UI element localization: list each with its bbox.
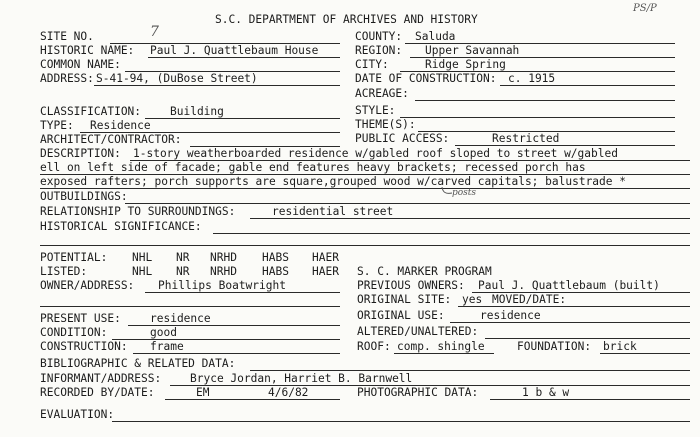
historical-significance-line-2 bbox=[40, 245, 690, 246]
region-label: REGION: bbox=[355, 44, 403, 57]
listed-habs: HABS bbox=[262, 265, 289, 278]
relationship-label: RELATIONSHIP TO SURROUNDINGS: bbox=[40, 205, 236, 218]
department-title: S.C. DEPARTMENT OF ARCHIVES AND HISTORY bbox=[215, 13, 478, 26]
roof-label: ROOF: bbox=[357, 340, 391, 353]
construction-underline bbox=[133, 353, 340, 354]
construction-value: frame bbox=[150, 340, 184, 353]
date-of-construction-value: c. 1915 bbox=[508, 72, 556, 85]
classification-label: CLASSIFICATION: bbox=[40, 105, 142, 118]
owner-underline bbox=[145, 292, 340, 293]
bibliographic-underline bbox=[250, 370, 690, 371]
owner-line-2 bbox=[40, 306, 340, 307]
listed-nr: NR bbox=[176, 265, 190, 278]
evaluation-underline bbox=[112, 421, 690, 422]
construction-label: CONSTRUCTION: bbox=[40, 340, 128, 353]
recorded-by-underline bbox=[165, 399, 340, 400]
owner-label: OWNER/ADDRESS: bbox=[40, 279, 135, 292]
recorded-date-value: 4/6/82 bbox=[268, 386, 309, 399]
potential-haer: HAER bbox=[312, 251, 339, 264]
previous-owners-value: Paul J. Quattlebaum (built) bbox=[478, 279, 660, 292]
original-site-underline bbox=[458, 306, 690, 307]
original-use-value: residence bbox=[480, 309, 541, 322]
bibliographic-label: BIBLIOGRAPHIC & RELATED DATA: bbox=[40, 357, 236, 370]
roof-value: comp. shingle bbox=[397, 340, 485, 353]
historical-significance-label: HISTORICAL SIGNIFICANCE: bbox=[40, 220, 202, 233]
historic-name-underline bbox=[148, 57, 340, 58]
description-line-2: ell on left side of facade; gable end features heavy brackets; recessed porch has bbox=[40, 161, 586, 174]
public-access-label: PUBLIC ACCESS: bbox=[355, 132, 450, 145]
classification-underline bbox=[145, 118, 340, 119]
evaluation-label: EVALUATION: bbox=[40, 408, 115, 421]
potential-label: POTENTIAL: bbox=[40, 251, 108, 264]
potential-nhl: NHL bbox=[132, 251, 153, 264]
photographic-label: PHOTOGRAPHIC DATA: bbox=[357, 386, 479, 399]
corner-note: PS/P bbox=[633, 3, 657, 14]
potential-nr: NR bbox=[176, 251, 190, 264]
common-name-label: COMMON NAME: bbox=[40, 58, 121, 71]
recorded-by-label: RECORDED BY/DATE: bbox=[40, 386, 155, 399]
present-use-label: PRESENT USE: bbox=[40, 312, 121, 325]
description-label: DESCRIPTION: bbox=[40, 147, 121, 160]
photographic-underline bbox=[490, 399, 690, 400]
acreage-underline bbox=[415, 100, 675, 101]
original-use-underline bbox=[450, 322, 690, 323]
listed-haer: HAER bbox=[312, 265, 339, 278]
informant-label: INFORMANT/ADDRESS: bbox=[40, 372, 162, 385]
architect-label: ARCHITECT/CONTRACTOR: bbox=[40, 133, 182, 146]
potential-nrhd: NRHD bbox=[210, 251, 237, 264]
site-no-value: 7 bbox=[150, 24, 159, 40]
owner-value: Phillips Boatwright bbox=[158, 279, 286, 292]
public-access-underline bbox=[455, 145, 675, 146]
date-of-construction-underline bbox=[500, 85, 675, 86]
informant-value: Bryce Jordan, Harriet B. Barnwell bbox=[190, 372, 413, 385]
description-insert-note: posts bbox=[452, 188, 477, 198]
style-label: STYLE: bbox=[355, 104, 396, 117]
date-of-construction-label: DATE OF CONSTRUCTION: bbox=[355, 72, 497, 85]
address-value: S-41-94, (DuBose Street) bbox=[96, 72, 258, 85]
county-value: Saluda bbox=[415, 30, 456, 43]
photographic-value: 1 b & w bbox=[522, 386, 570, 399]
historical-significance-underline bbox=[213, 233, 690, 234]
previous-owners-label: PREVIOUS OWNERS: bbox=[357, 279, 465, 292]
style-underline bbox=[400, 117, 675, 118]
theme-label: THEME(S): bbox=[355, 118, 416, 131]
city-label: CITY: bbox=[355, 58, 389, 71]
recorded-by-value: EM bbox=[196, 386, 210, 399]
historic-name-value: Paul J. Quattlebaum House bbox=[150, 44, 319, 57]
listed-nrhd: NRHD bbox=[210, 265, 237, 278]
type-value: Residence bbox=[90, 119, 151, 132]
foundation-value: brick bbox=[603, 340, 637, 353]
region-value: Upper Savannah bbox=[425, 44, 520, 57]
relationship-value: residential street bbox=[272, 205, 394, 218]
public-access-value: Restricted bbox=[492, 132, 560, 145]
description-underline-3 bbox=[40, 188, 690, 189]
condition-value: good bbox=[150, 326, 177, 339]
description-line-3: exposed rafters; porch supports are square,grouped wood w/carved capitals; balustrade * bbox=[40, 175, 626, 188]
roof-underline bbox=[394, 353, 494, 354]
altered-underline bbox=[485, 338, 690, 339]
potential-habs: HABS bbox=[262, 251, 289, 264]
condition-underline bbox=[112, 339, 340, 340]
address-label: ADDRESS: bbox=[40, 72, 94, 85]
altered-label: ALTERED/UNALTERED: bbox=[357, 325, 479, 338]
relationship-underline bbox=[250, 218, 690, 219]
marker-program-label: S. C. MARKER PROGRAM bbox=[357, 265, 492, 278]
type-label: TYPE: bbox=[40, 119, 74, 132]
listed-label: LISTED: bbox=[40, 265, 88, 278]
historic-name-label: HISTORIC NAME: bbox=[40, 44, 135, 57]
classification-value: Building bbox=[170, 105, 224, 118]
moved-date-label: MOVED/DATE: bbox=[492, 293, 567, 306]
county-label: COUNTY: bbox=[355, 30, 403, 43]
address-underline bbox=[94, 85, 340, 86]
acreage-label: ACREAGE: bbox=[355, 87, 409, 100]
outbuildings-label: OUTBUILDINGS: bbox=[40, 190, 128, 203]
original-use-label: ORIGINAL USE: bbox=[357, 309, 445, 322]
city-value: Ridge Spring bbox=[425, 58, 506, 71]
condition-label: CONDITION: bbox=[40, 326, 108, 339]
original-site-label: ORIGINAL SITE: bbox=[357, 293, 452, 306]
foundation-underline bbox=[600, 353, 690, 354]
site-no-label: SITE NO. bbox=[40, 30, 94, 43]
insert-caret-icon bbox=[440, 186, 454, 198]
outbuildings-underline bbox=[125, 203, 690, 204]
description-line-1: 1-story weatherboarded residence w/gabled roof sloped to street w/gabled bbox=[133, 147, 618, 160]
foundation-label: FOUNDATION: bbox=[517, 340, 592, 353]
present-use-value: residence bbox=[150, 312, 211, 325]
listed-nhl: NHL bbox=[132, 265, 153, 278]
original-site-value: yes bbox=[462, 293, 483, 306]
